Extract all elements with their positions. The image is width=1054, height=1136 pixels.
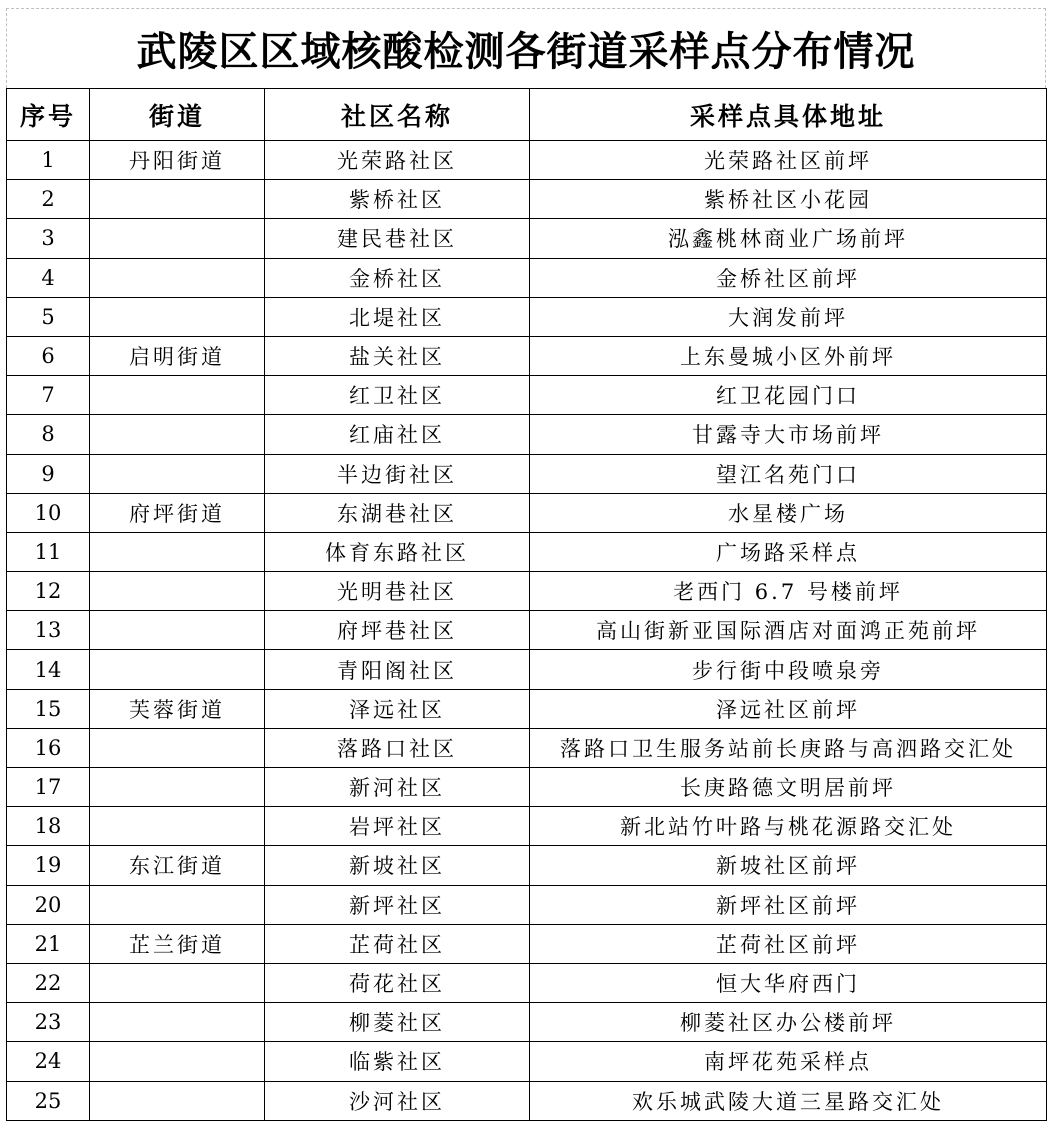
cell-address[interactable]: 紫桥社区小花园 xyxy=(530,180,1047,219)
cell-community[interactable]: 柳菱社区 xyxy=(265,1003,530,1042)
cell-community[interactable]: 临紫社区 xyxy=(265,1042,530,1081)
header-community[interactable]: 社区名称 xyxy=(265,89,530,141)
cell-street[interactable] xyxy=(90,1042,265,1081)
cell-no[interactable]: 22 xyxy=(7,963,90,1002)
cell-community[interactable]: 红卫社区 xyxy=(265,376,530,415)
cell-community[interactable]: 东湖巷社区 xyxy=(265,493,530,532)
cell-no[interactable]: 13 xyxy=(7,611,90,650)
table-row xyxy=(7,572,1047,611)
cell-street[interactable] xyxy=(90,611,265,650)
cell-street[interactable] xyxy=(90,454,265,493)
table-row xyxy=(7,650,1047,689)
cell-community[interactable]: 沙河社区 xyxy=(265,1081,530,1120)
table-row xyxy=(7,689,1047,728)
table-row xyxy=(7,180,1047,219)
cell-community[interactable]: 芷荷社区 xyxy=(265,924,530,963)
table-row xyxy=(7,768,1047,807)
cell-street[interactable]: 芷兰街道 xyxy=(90,924,265,963)
cell-address[interactable]: 落路口卫生服务站前长庚路与高泗路交汇处 xyxy=(530,728,1047,767)
cell-street[interactable] xyxy=(90,219,265,258)
table-row xyxy=(7,963,1047,1002)
cell-address[interactable]: 广场路采样点 xyxy=(530,532,1047,571)
cell-no[interactable]: 21 xyxy=(7,924,90,963)
cell-address[interactable]: 步行街中段喷泉旁 xyxy=(530,650,1047,689)
cell-street[interactable] xyxy=(90,1003,265,1042)
cell-address[interactable]: 欢乐城武陵大道三星路交汇处 xyxy=(530,1081,1047,1120)
table-row xyxy=(7,219,1047,258)
cell-street[interactable]: 府坪街道 xyxy=(90,493,265,532)
cell-address[interactable]: 芷荷社区前坪 xyxy=(530,924,1047,963)
header-address[interactable]: 采样点具体地址 xyxy=(530,89,1047,141)
cell-no[interactable]: 20 xyxy=(7,885,90,924)
table-row xyxy=(7,807,1047,846)
cell-community[interactable]: 光荣路社区 xyxy=(265,141,530,180)
cell-street[interactable] xyxy=(90,180,265,219)
cell-street[interactable] xyxy=(90,1081,265,1120)
cell-address[interactable]: 长庚路德文明居前坪 xyxy=(530,768,1047,807)
cell-street[interactable]: 丹阳街道 xyxy=(90,141,265,180)
cell-community[interactable]: 泽远社区 xyxy=(265,689,530,728)
table-row xyxy=(7,454,1047,493)
cell-address[interactable]: 新北站竹叶路与桃花源路交汇处 xyxy=(530,807,1047,846)
table-row xyxy=(7,611,1047,650)
page-title: 武陵区区域核酸检测各街道采样点分布情况 xyxy=(136,29,916,75)
table-row xyxy=(7,1003,1047,1042)
cell-address[interactable]: 新坡社区前坪 xyxy=(530,846,1047,885)
cell-address[interactable]: 水星楼广场 xyxy=(530,493,1047,532)
cell-no[interactable]: 25 xyxy=(7,1081,90,1120)
cell-address[interactable]: 光荣路社区前坪 xyxy=(530,141,1047,180)
cell-no[interactable]: 23 xyxy=(7,1003,90,1042)
cell-no[interactable]: 1 xyxy=(7,141,90,180)
cell-community[interactable]: 紫桥社区 xyxy=(265,180,530,219)
cell-no[interactable]: 18 xyxy=(7,807,90,846)
cell-community[interactable]: 半边街社区 xyxy=(265,454,530,493)
cell-community[interactable]: 新河社区 xyxy=(265,768,530,807)
cell-street[interactable] xyxy=(90,415,265,454)
header-row xyxy=(7,89,1047,141)
cell-community[interactable]: 体育东路社区 xyxy=(265,532,530,571)
cell-street[interactable] xyxy=(90,728,265,767)
table-row xyxy=(7,728,1047,767)
cell-address[interactable]: 泽远社区前坪 xyxy=(530,689,1047,728)
cell-no[interactable]: 7 xyxy=(7,376,90,415)
cell-street[interactable]: 芙蓉街道 xyxy=(90,689,265,728)
table-row xyxy=(7,532,1047,571)
cell-address[interactable]: 老西门 6.7 号楼前坪 xyxy=(530,572,1047,611)
cell-address[interactable]: 大润发前坪 xyxy=(530,297,1047,336)
cell-community[interactable]: 府坪巷社区 xyxy=(265,611,530,650)
cell-street[interactable] xyxy=(90,807,265,846)
table-row xyxy=(7,336,1047,375)
cell-address[interactable]: 高山街新亚国际酒店对面鸿正苑前坪 xyxy=(530,611,1047,650)
table-row xyxy=(7,258,1047,297)
cell-no[interactable]: 15 xyxy=(7,689,90,728)
cell-no[interactable]: 6 xyxy=(7,336,90,375)
cell-street[interactable] xyxy=(90,963,265,1002)
cell-no[interactable]: 14 xyxy=(7,650,90,689)
sampling-points-table xyxy=(6,88,1047,1121)
table-row xyxy=(7,141,1047,180)
cell-street[interactable]: 启明街道 xyxy=(90,336,265,375)
table-row xyxy=(7,415,1047,454)
table-row xyxy=(7,924,1047,963)
cell-street[interactable] xyxy=(90,572,265,611)
cell-street[interactable]: 东江街道 xyxy=(90,846,265,885)
cell-no[interactable]: 5 xyxy=(7,297,90,336)
spreadsheet xyxy=(6,8,1046,1121)
cell-street[interactable] xyxy=(90,768,265,807)
cell-address[interactable]: 柳菱社区办公楼前坪 xyxy=(530,1003,1047,1042)
cell-street[interactable] xyxy=(90,885,265,924)
cell-community[interactable]: 光明巷社区 xyxy=(265,572,530,611)
table-row xyxy=(7,297,1047,336)
cell-community[interactable]: 北堤社区 xyxy=(265,297,530,336)
cell-address[interactable]: 新坪社区前坪 xyxy=(530,885,1047,924)
cell-street[interactable] xyxy=(90,650,265,689)
table-row xyxy=(7,1081,1047,1120)
title-area xyxy=(6,8,1046,88)
cell-community[interactable]: 荷花社区 xyxy=(265,963,530,1002)
cell-community[interactable]: 金桥社区 xyxy=(265,258,530,297)
table-row xyxy=(7,885,1047,924)
cell-no[interactable]: 3 xyxy=(7,219,90,258)
cell-street[interactable] xyxy=(90,258,265,297)
cell-address[interactable]: 甘露寺大市场前坪 xyxy=(530,415,1047,454)
cell-no[interactable]: 9 xyxy=(7,454,90,493)
cell-no[interactable]: 24 xyxy=(7,1042,90,1081)
cell-no[interactable]: 17 xyxy=(7,768,90,807)
cell-community[interactable]: 盐关社区 xyxy=(265,336,530,375)
cell-street[interactable] xyxy=(90,532,265,571)
cell-address[interactable]: 望江名苑门口 xyxy=(530,454,1047,493)
cell-community[interactable]: 建民巷社区 xyxy=(265,219,530,258)
header-street[interactable]: 街道 xyxy=(90,89,265,141)
cell-no[interactable]: 12 xyxy=(7,572,90,611)
table-row xyxy=(7,1042,1047,1081)
cell-community[interactable]: 岩坪社区 xyxy=(265,807,530,846)
cell-community[interactable]: 红庙社区 xyxy=(265,415,530,454)
cell-community[interactable]: 新坪社区 xyxy=(265,885,530,924)
cell-street[interactable] xyxy=(90,376,265,415)
cell-no[interactable]: 19 xyxy=(7,846,90,885)
cell-address[interactable]: 红卫花园门口 xyxy=(530,376,1047,415)
cell-address[interactable]: 南坪花苑采样点 xyxy=(530,1042,1047,1081)
table-body xyxy=(7,141,1047,1121)
cell-no[interactable]: 4 xyxy=(7,258,90,297)
cell-community[interactable]: 新坡社区 xyxy=(265,846,530,885)
cell-no[interactable]: 8 xyxy=(7,415,90,454)
table-row xyxy=(7,846,1047,885)
cell-no[interactable]: 11 xyxy=(7,532,90,571)
cell-no[interactable]: 10 xyxy=(7,493,90,532)
table-row xyxy=(7,376,1047,415)
cell-community[interactable]: 青阳阁社区 xyxy=(265,650,530,689)
cell-address[interactable]: 恒大华府西门 xyxy=(530,963,1047,1002)
cell-address[interactable]: 金桥社区前坪 xyxy=(530,258,1047,297)
table-row xyxy=(7,493,1047,532)
cell-address[interactable]: 泓鑫桃林商业广场前坪 xyxy=(530,219,1047,258)
cell-no[interactable]: 16 xyxy=(7,728,90,767)
cell-street[interactable] xyxy=(90,297,265,336)
cell-address[interactable]: 上东曼城小区外前坪 xyxy=(530,336,1047,375)
header-no[interactable]: 序号 xyxy=(7,89,90,141)
cell-community[interactable]: 落路口社区 xyxy=(265,728,530,767)
cell-no[interactable]: 2 xyxy=(7,180,90,219)
